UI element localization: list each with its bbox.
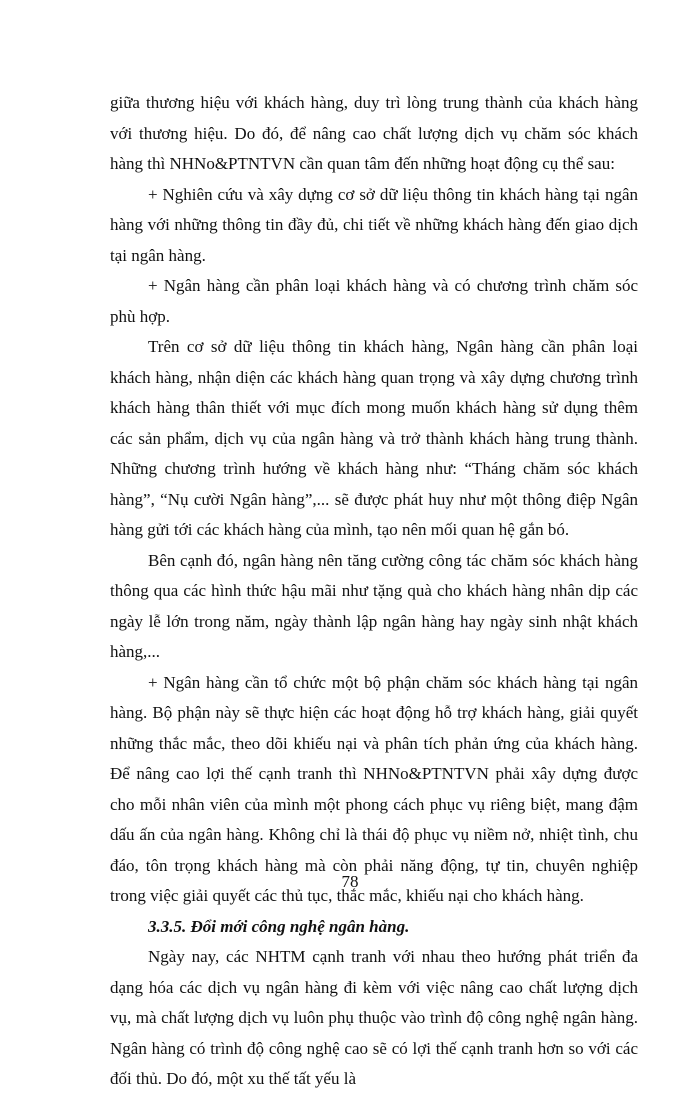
section-heading: 3.3.5. Đổi mới công nghệ ngân hàng. — [148, 916, 410, 936]
paragraph-3: + Ngân hàng cần phân loại khách hàng và có chương trình chăm sóc phù hợp. — [110, 276, 638, 326]
paragraph-1: giữa thương hiệu với khách hàng, duy trì lòng trung thành của khách hàng với thương hiệu. Do đó, để nâng cao chất lượng dịch vụ chăm sóc khách hàng thì NHNo&PTNTVN cần quan tâm đến những hoạt động cụ thể sau: — [110, 93, 638, 173]
paragraph-4: Trên cơ sở dữ liệu thông tin khách hàng, Ngân hàng cần phân loại khách hàng, nhận diện các khách hàng quan trọng và xây dựng chương trình khách hàng thân thiết với mục đích mong muốn khách hàng sử dụng thêm các sản phẩm, dịch vụ của ngân hàng và trở thành khách hàng trung thành. Những chương trình hướng về khách hàng như: “Tháng chăm sóc khách hàng”, “Nụ cười Ngân hàng”,... sẽ được phát huy như một thông điệp Ngân hàng gửi tới các khách hàng của mình, tạo nên mối quan hệ gắn bó. — [110, 337, 638, 539]
paragraph-2: + Nghiên cứu và xây dựng cơ sở dữ liệu thông tin khách hàng tại ngân hàng với những thông tin đầy đủ, chi tiết về những khách hàng đến giao dịch tại ngân hàng. — [110, 184, 638, 265]
page-number: 78 — [341, 872, 359, 891]
body-text — [110, 88, 638, 1095]
paragraph-6: + Ngân hàng cần tổ chức một bộ phận chăm sóc khách hàng tại ngân hàng. Bộ phận này sẽ thực hiện các hoạt động hỗ trợ khách hàng, giải quyết những thắc mắc, theo dõi khiếu nại và phân tích phản ứng của khách hàng. Để nâng cao lợi thế cạnh tranh thì NHNo&PTNTVN phải xây dựng được cho mỗi nhân viên của mình một phong cách phục vụ riêng biệt, mang đậm dấu ấn của ngân hàng. Không chỉ là thái độ phục vụ niềm nở, nhiệt tình, chu đáo, tôn trọng khách hàng mà còn phải năng động, tự tin, chuyên nghiệp trong việc giải quyết các thủ tục, thắc mắc, khiếu nại cho khách hàng. — [110, 672, 638, 905]
paragraph-7: Ngày nay, các NHTM cạnh tranh với nhau theo hướng phát triển đa dạng hóa các dịch vụ ngân hàng đi kèm với việc nâng cao chất lượng dịch vụ, mà chất lượng dịch vụ luôn phụ thuộc vào trình độ công nghệ ngân hàng. Ngân hàng có trình độ công nghệ cao sẽ có lợi thế cạnh tranh hơn so với các đối thủ. Do đó, một xu thế tất yếu là — [110, 947, 638, 1088]
paragraph-5: Bên cạnh đó, ngân hàng nên tăng cường công tác chăm sóc khách hàng thông qua các hình thức hậu mãi như tặng quà cho khách hàng nhân dịp các ngày lễ lớn trong năm, ngày thành lập ngân hàng hay ngày sinh nhật khách hàng,... — [110, 550, 638, 661]
